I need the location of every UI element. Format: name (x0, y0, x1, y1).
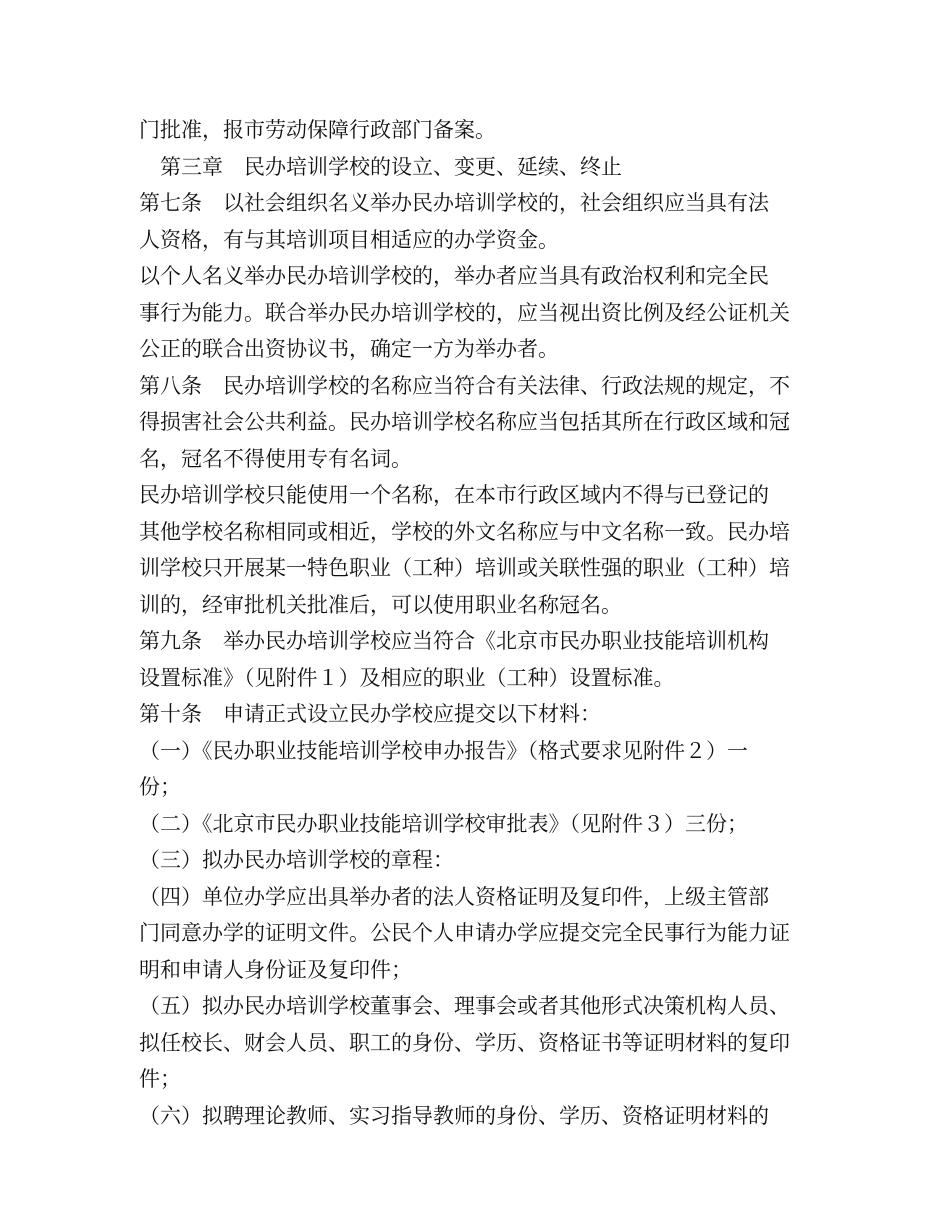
list-item: （一）《民办职业技能培训学校申办报告》（格式要求见附件２）一 (139, 738, 748, 763)
text-line: 人资格，有与其培训项目相适应的办学资金。 (139, 227, 559, 252)
text-line: 民办培训学校只能使用一个名称，在本市行政区域内不得与已登记的 (139, 483, 769, 507)
text-line: 件； (139, 1067, 181, 1091)
text-line: 第十条 申请正式设立民办学校应提交以下材料： (139, 702, 601, 726)
text-line: 事行为能力。联合举办民办培训学校的，应当视出资比例及经公证机关 (139, 300, 790, 325)
list-item: （五）拟办民办培训学校董事会、理事会或者其他形式决策机构人员、 (139, 994, 790, 1018)
text-line: 第七条 以社会组织名义举办民办培训学校的，社会组织应当具有法 (139, 191, 769, 215)
text-line: 拟任校长、财会人员、职工的身份、学历、资格证书等证明材料的复印 (139, 1030, 790, 1055)
text-line: 训学校只开展某一特色职业（工种）培训或关联性强的职业（工种）培 (139, 556, 790, 580)
text-line: 门同意办学的证明文件。公民个人申请办学应提交完全民事行为能力证 (139, 921, 790, 945)
text-line: 第八条 民办培训学校的名称应当符合有关法律、行政法规的规定，不 (139, 373, 790, 398)
text-line: 其他学校名称相同或相近，学校的外文名称应与中文名称一致。民办培 (139, 519, 790, 544)
list-item: （四）单位办学应出具举办者的法人资格证明及复印件，上级主管部 (139, 884, 769, 909)
text-line: 公正的联合出资协议书，确定一方为举办者。 (139, 337, 559, 361)
chapter-heading: 第三章 民办培训学校的设立、变更、延续、终止 (139, 154, 622, 179)
text-line: 第九条 举办民办培训学校应当符合《北京市民办职业技能培训机构 (139, 629, 769, 653)
text-line: 训的，经审批机关批准后，可以使用职业名称冠名。 (139, 592, 622, 617)
list-item: （三）拟办民办培训学校的章程： (139, 848, 454, 872)
text-line: 名，冠名不得使用专有名词。 (139, 446, 412, 471)
text-line: 份； (139, 775, 181, 799)
document-body (139, 112, 819, 1134)
text-line: 设置标准》（见附件１）及相应的职业（工种）设置标准。 (139, 665, 675, 690)
list-item: （六）拟聘理论教师、实习指导教师的身份、学历、资格证明材料的 (139, 1103, 769, 1128)
text-line: 以个人名义举办民办培训学校的，举办者应当具有政治权利和完全民 (139, 264, 769, 288)
list-item: （二）《北京市民办职业技能培训学校审批表》（见附件３）三份； (139, 811, 748, 836)
text-line: 得损害社会公共利益。民办培训学校名称应当包括其所在行政区域和冠 (139, 410, 790, 434)
text-line: 明和申请人身份证及复印件； (139, 957, 412, 982)
text-line: 门批准，报市劳动保障行政部门备案。 (139, 118, 496, 142)
